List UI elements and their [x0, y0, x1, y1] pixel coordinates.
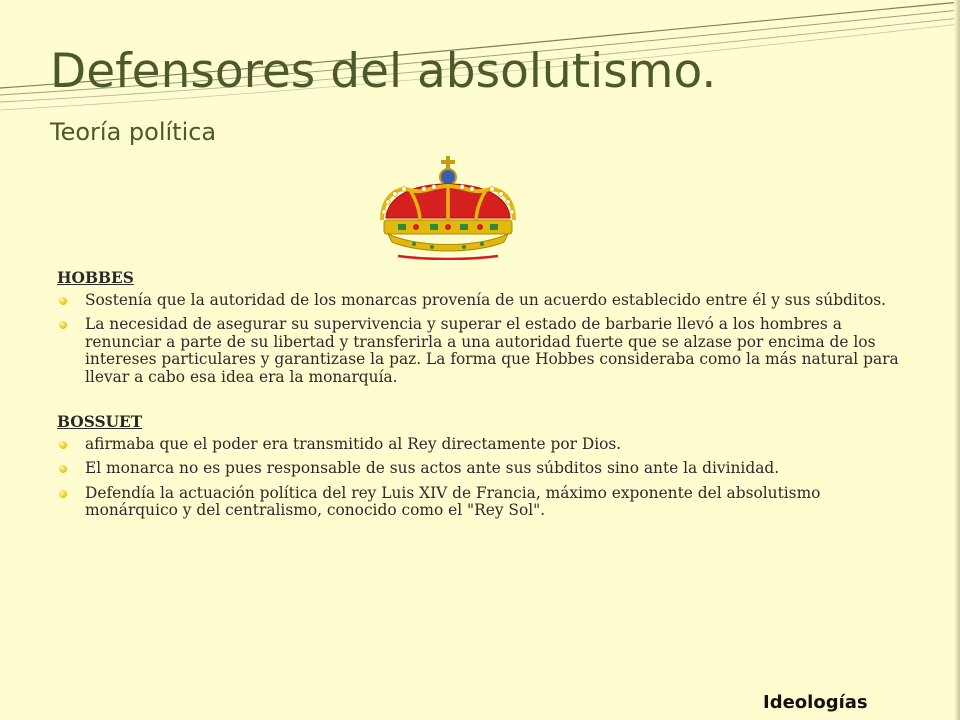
- list-item: [57, 485, 907, 520]
- list-item: [57, 292, 907, 310]
- list-item-text: afirmaba que el poder era transmitido al Rey directamente por Dios.: [85, 434, 622, 453]
- list-item-text: Sostenía que la autoridad de los monarcas provenía de un acuerdo establecido entre él y sus súbditos.: [85, 290, 887, 309]
- bullet-icon: [59, 465, 67, 473]
- bullet-list: [57, 292, 907, 387]
- section-heading: HOBBES: [57, 269, 134, 287]
- section-bossuet: [57, 414, 907, 520]
- bullet-icon: [59, 441, 67, 449]
- bullet-list: [57, 436, 907, 520]
- list-item-text: Defendía la actuación política del rey Luis XIV de Francia, máximo exponente del absolutismo monárquico y del centralismo, conocido como el "Rey Sol".: [85, 483, 821, 519]
- list-item-text: La necesidad de asegurar su supervivencia y superar el estado de barbarie llevó a los hombres a renunciar a parte de su libertad y transferirla a una autoridad fuerte que se alzase por encima de los intereses particulares y garantizase la paz. La forma que Hobbes consideraba como la más natural para llevar a cabo esa idea era la monarquía.: [85, 315, 899, 386]
- section-hobbes: [57, 270, 907, 386]
- bullet-icon: [59, 321, 67, 329]
- section-spacer: [57, 393, 907, 414]
- list-item: [57, 316, 907, 386]
- slide-content: [57, 270, 907, 527]
- slide-subtitle: Teoría política: [50, 118, 217, 146]
- bullet-icon: [59, 490, 67, 498]
- royal-crown-icon: [368, 156, 528, 260]
- list-item-text: El monarca no es pues responsable de sus actos ante sus súbditos sino ante la divinidad.: [85, 459, 780, 477]
- footer-label: Ideologías: [763, 692, 868, 713]
- list-item: [57, 436, 907, 454]
- list-item: [57, 460, 907, 478]
- section-heading: BOSSUET: [57, 413, 143, 431]
- slide-title: Defensores del absolutismo.: [50, 44, 717, 99]
- right-edge-border: [954, 0, 960, 720]
- bullet-icon: [59, 297, 67, 305]
